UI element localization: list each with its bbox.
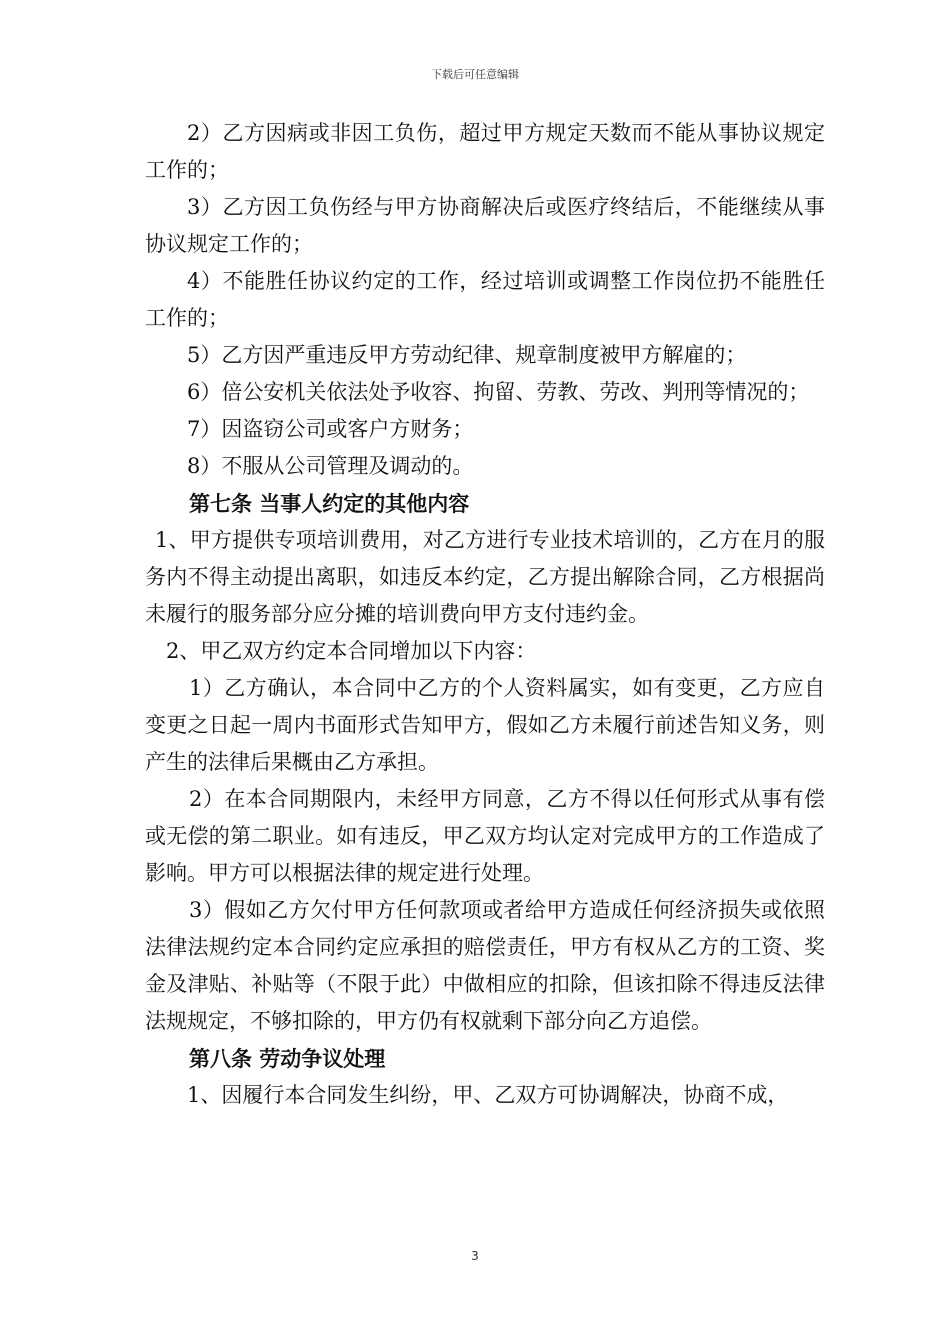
clause-item-5: 5）乙方因严重违反甲方劳动纪律、规章制度被甲方解雇的； (187, 343, 747, 367)
clause-item-4: 4）不能胜任协议约定的工作，经过培训或调整工作岗位扔不能胜任工作的； (145, 269, 825, 330)
article-7-heading: 第七条 当事人约定的其他内容 (189, 491, 470, 516)
document-body (145, 115, 825, 1114)
clause-item-6: 6）倍公安机关依法处予收容、拘留、劳教、劳改、判刑等情况的； (187, 380, 810, 404)
article-7-subitem-2: 2）在本合同期限内，未经甲方同意，乙方不得以任何形式从事有偿或无偿的第二职业。如有违反，甲乙双方均认定对完成甲方的工作造成了影响。甲方可以根据法律的规定进行处理。 (145, 787, 825, 885)
clause-item-2: 2）乙方因病或非因工负伤，超过甲方规定天数而不能从事协议规定工作的； (145, 121, 825, 182)
article-8-heading: 第八条 劳动争议处理 (189, 1046, 386, 1071)
article-7-item-1: 1、甲方提供专项培训费用，对乙方进行专业技术培训的，乙方在月的服务内不得主动提出离职，如违反本约定，乙方提出解除合同，乙方根据尚未履行的服务部分应分摊的培训费向甲方支付违约金。 (145, 528, 825, 626)
clause-item-8: 8）不服从公司管理及调动的。 (187, 454, 474, 478)
article-7-subitem-1: 1）乙方确认，本合同中乙方的个人资料属实，如有变更，乙方应自变更之日起一周内书面形式告知甲方，假如乙方未履行前述告知义务，则产生的法律后果概由乙方承担。 (145, 676, 825, 774)
article-8-item-1: 1、因履行本合同发生纠纷，甲、乙双方可协调解决，协商不成， (187, 1083, 789, 1107)
page-number: 3 (471, 1249, 479, 1263)
clause-item-7: 7）因盗窃公司或客户方财务； (187, 417, 474, 441)
article-7-subitem-3: 3）假如乙方欠付甲方任何款项或者给甲方造成任何经济损失或依照法律法规约定本合同约定应承担的赔偿责任，甲方有权从乙方的工资、奖金及津贴、补贴等（不限于此）中做相应的扣除，但该扣除不得违反法律法规规定，不够扣除的，甲方仍有权就剩下部分向乙方追偿。 (145, 898, 825, 1033)
article-7-item-2: 2、甲乙双方约定本合同增加以下内容： (166, 639, 537, 663)
clause-item-3: 3）乙方因工负伤经与甲方协商解决后或医疗终结后，不能继续从事协议规定工作的； (145, 195, 825, 256)
page-header: 下载后可任意编辑 (431, 68, 519, 81)
